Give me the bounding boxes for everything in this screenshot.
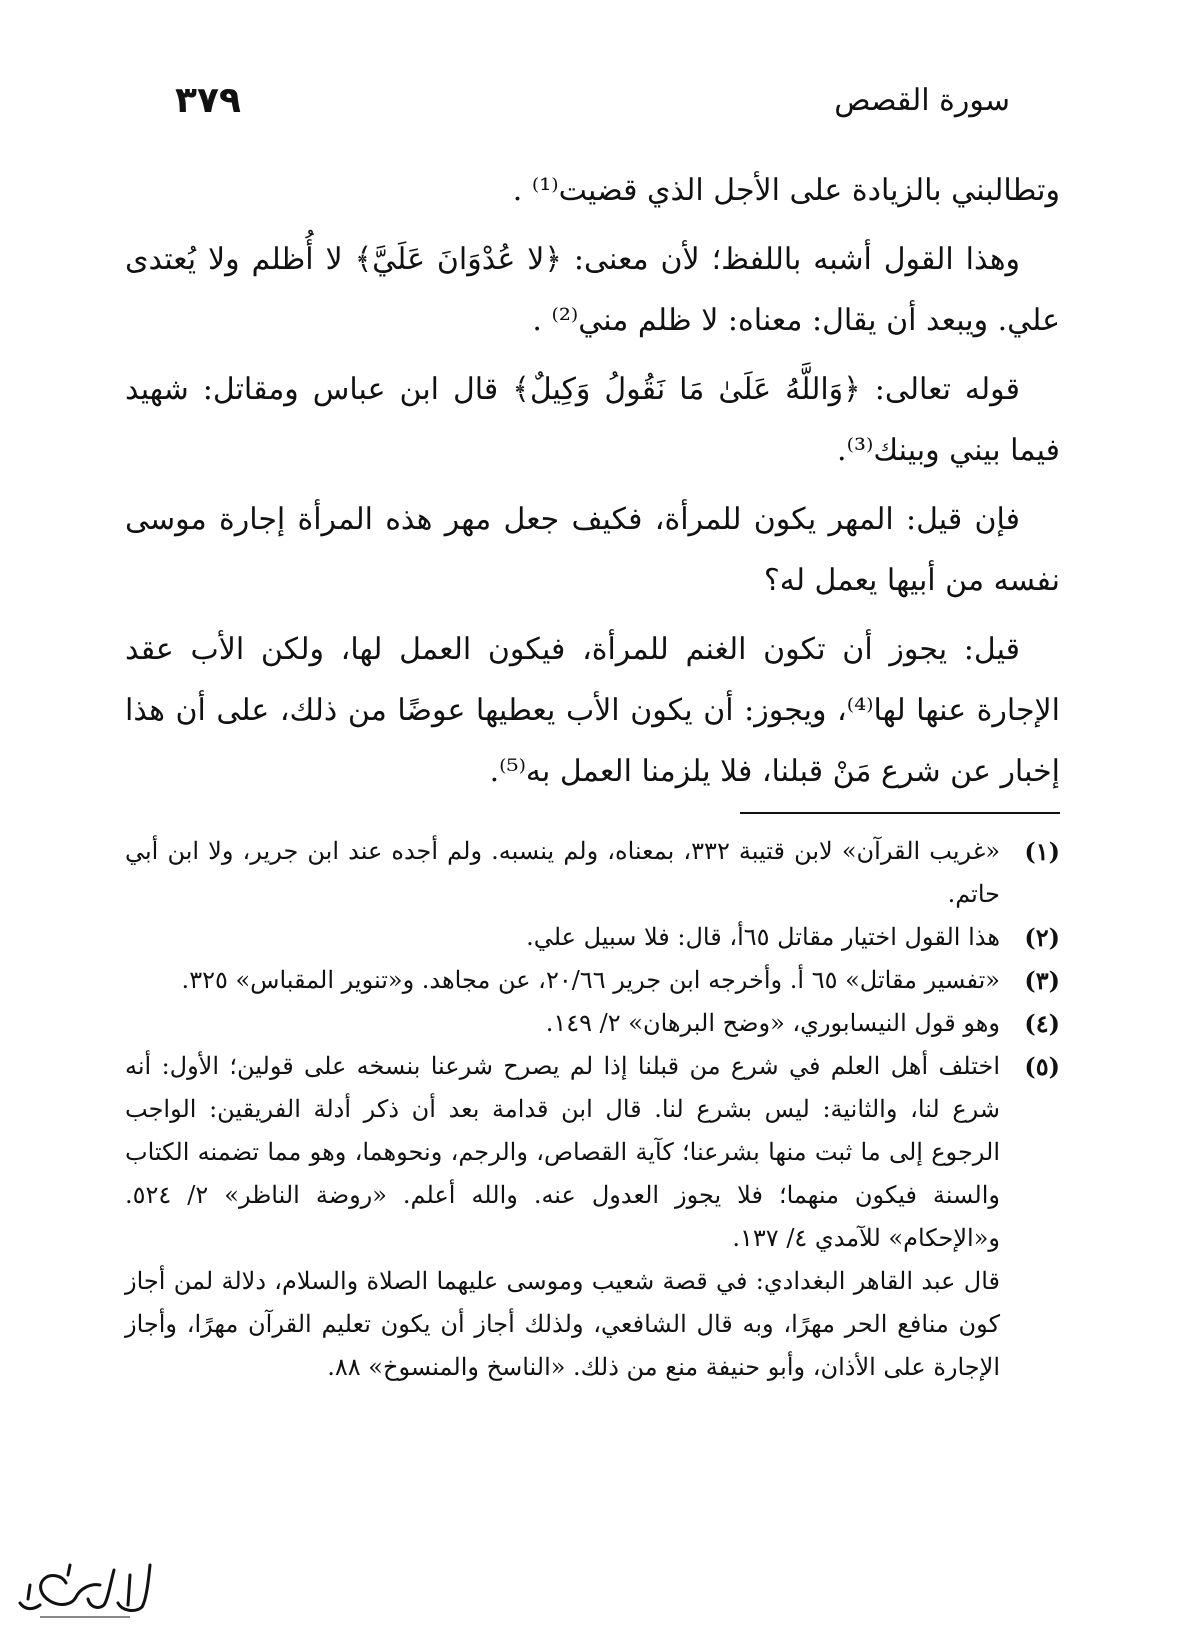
paragraph: وتطالبني بالزيادة على الأجل الذي قضيت⁽¹⁾ . xyxy=(512,173,1060,208)
paragraph: فإن قيل: المهر يكون للمرأة، فكيف جعل مهر هذه المرأة إجارة موسى نفسه من أبيها يعمل له؟ xyxy=(125,502,1060,598)
paragraph: قوله تعالى: ﴿وَاللَّهُ عَلَىٰ مَا نَقُولُ وَكِيلٌ﴾ قال ابن عباس ومقاتل: شهيد فيما بيني وبينك⁽³⁾. xyxy=(125,372,1060,468)
calligraphy-logo-icon xyxy=(10,1555,160,1625)
footnote-5 xyxy=(125,1045,1060,1389)
footnote-number: (٢) xyxy=(1024,923,1060,952)
footnote-text: هذا القول اختيار مقاتل ٦٥أ، قال: فلا سبيل علي. xyxy=(526,923,1000,951)
footnote-number: (٤) xyxy=(1024,1009,1060,1038)
footnotes xyxy=(125,830,1060,1389)
footnote-3 xyxy=(125,959,1060,1002)
footnote-continuation: قال عبد القاهر البغدادي: في قصة شعيب وموسى عليهما الصلاة والسلام، دلالة لمن أجاز كون منافع الحر مهرًا، وبه قال الشافعي، ولذلك أجاز أن يكون تعليم القرآن مهرًا، وأجاز الإجارة على الأذان، وأبو حنيفة منع من ذلك. «الناسخ والمنسوخ» ٨٨. xyxy=(125,1267,1000,1381)
running-header xyxy=(175,70,1010,130)
footnote-4 xyxy=(125,1002,1060,1045)
footnote-number: (١) xyxy=(1024,837,1060,866)
watermark-logo xyxy=(10,1555,160,1625)
footnote-number: (٣) xyxy=(1024,966,1060,995)
footnote-1 xyxy=(125,830,1060,916)
footnote-2 xyxy=(125,916,1060,959)
surah-title: سورة القصص xyxy=(834,82,1010,118)
footnote-separator xyxy=(740,812,1060,814)
footnote-text: وهو قول النيسابوري، «وضح البرهان» ٢/ ١٤٩. xyxy=(545,1009,1000,1037)
footnote-text: «تفسير مقاتل» ٦٥ أ. وأخرجه ابن جرير ٢٠/٦٦، عن مجاهد. و«تنوير المقباس» ٣٢٥. xyxy=(181,966,1000,994)
footnote-text: «غريب القرآن» لابن قتيبة ٣٣٢، بمعناه، ولم ينسبه. ولم أجده عند ابن جرير، ولا ابن أبي حاتم. xyxy=(125,837,1001,908)
paragraph: قيل: يجوز أن تكون الغنم للمرأة، فيكون العمل لها، ولكن الأب عقد الإجارة عنها لها⁽⁴⁾، ويجوز: أن يكون الأب يعطيها عوضًا من ذلك، على أن هذا إخبار عن شرع مَنْ قبلنا، فلا يلزمنا العمل به⁽⁵⁾. xyxy=(125,632,1061,789)
page-number: ٣٧٩ xyxy=(175,79,241,121)
footnote-text: اختلف أهل العلم في شرع من قبلنا إذا لم يصرح شرعنا بنسخه على قولين؛ الأول: أنه شرع لنا، والثانية: ليس بشرع لنا. قال ابن قدامة بعد أن ذكر أدلة الفريقين: الواجب الرجوع إلى ما ثبت منها بشرعنا؛ كآية القصاص، والرجم، ونحوهما، وهو مما تضمنه الكتاب والسنة فيكون منهما؛ فلا يجوز العدول عنه. والله أعلم. «روضة الناظر» ٢/ ٥٢٤. و«الإحكام» للآمدي ٤/ ١٣٧. xyxy=(125,1052,1001,1252)
main-text xyxy=(125,160,1060,810)
footnote-number: (٥) xyxy=(1024,1052,1060,1081)
paragraph: وهذا القول أشبه باللفظ؛ لأن معنى: ﴿لا عُدْوَانَ عَلَيَّ﴾ لا أُظلم ولا يُعتدى علي. ويبعد أن يقال: معناه: لا ظلم مني⁽²⁾ . xyxy=(125,242,1060,338)
